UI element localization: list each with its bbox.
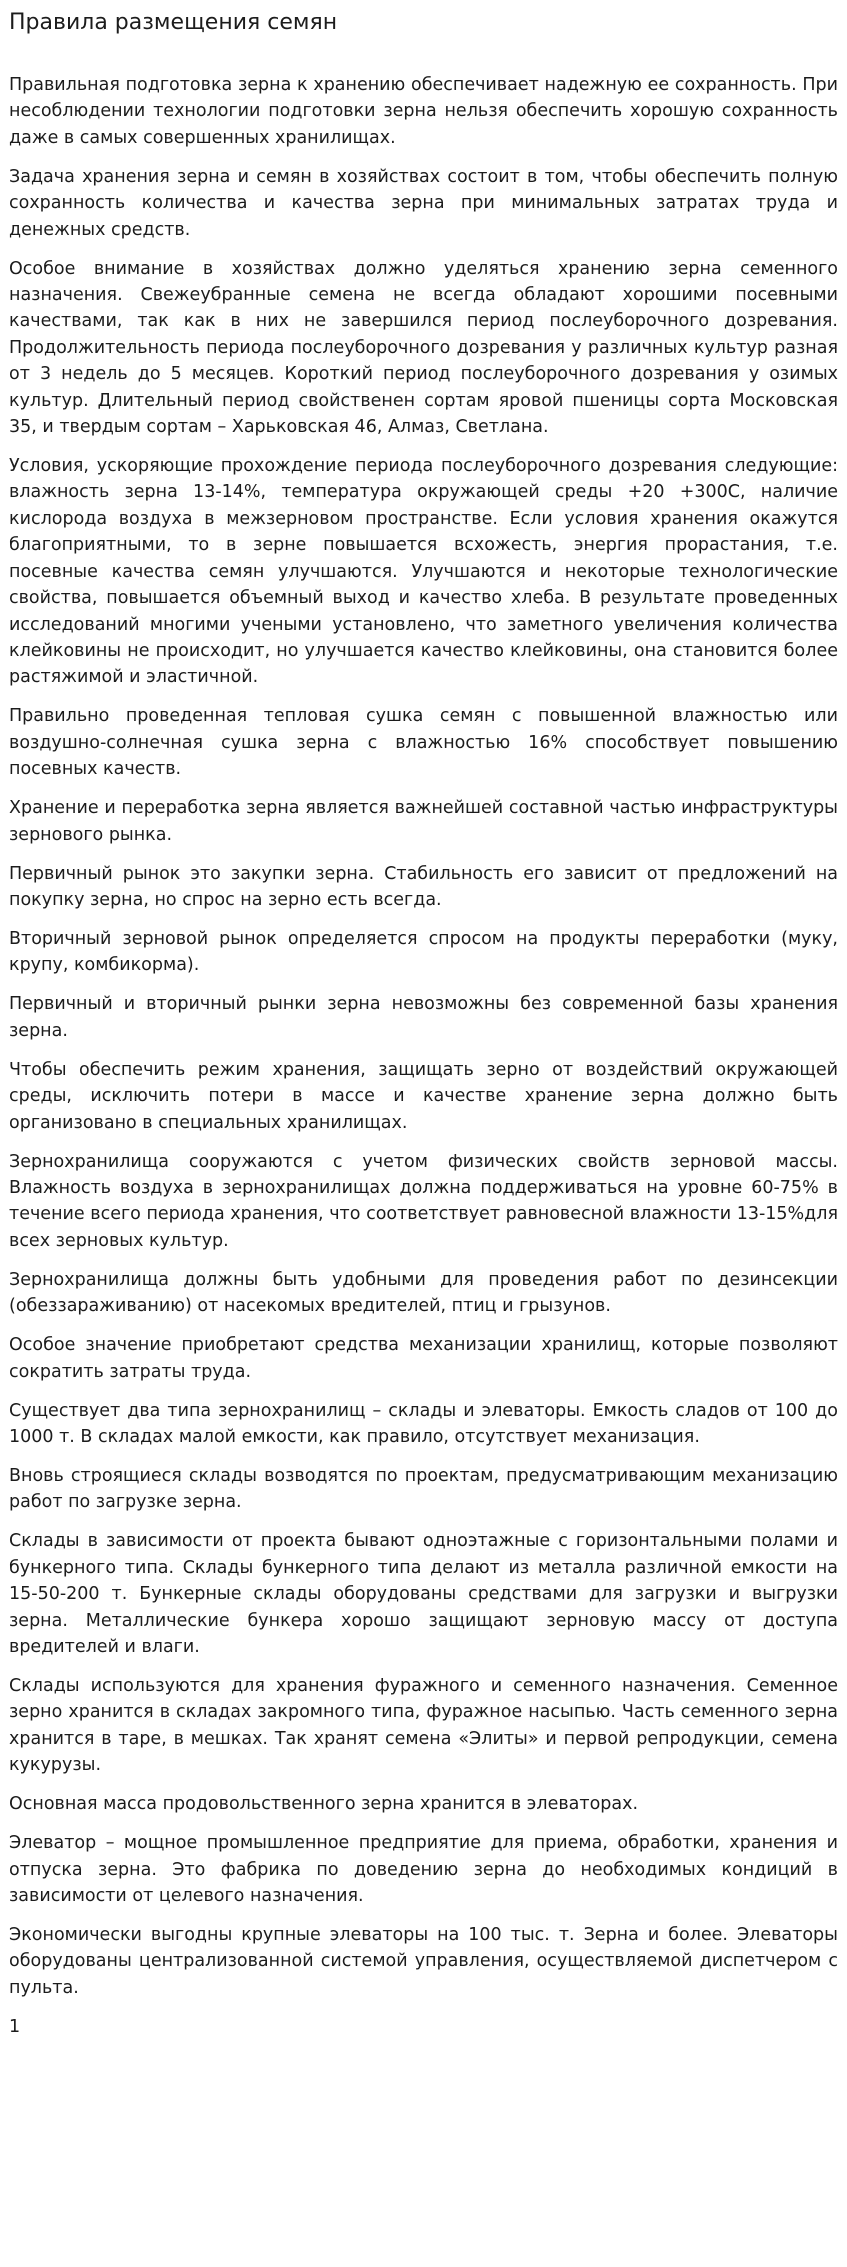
paragraph: Склады в зависимости от проекта бывают одноэтажные с горизонтальными полами и бункерного типа. Склады бункерного типа делают из металла различной емкости на 15-50-200 т. Бункерные склады оборудованы средствами для загрузки и выгрузки зерна. Металлические бункера хорошо защищают зерновую массу от доступа вредителей и влаги. [9,1531,838,1658]
paragraph: Чтобы обеспечить режим хранения, защищать зерно от воздействий окружающей среды, исключить потери в массе и качестве хранение зерна должно быть организовано в специальных хранилищах. [9,1059,838,1133]
paragraph: Хранение и переработка зерна является важнейшей составной частью инфраструктуры зернового рынка. [9,798,838,845]
paragraph: Существует два типа зернохранилищ – склады и элеваторы. Емкость сладов от 100 до 1000 т. В складах малой емкости, как правило, отсутствует механизация. [9,1400,838,1447]
paragraph: Первичный и вторичный рынки зерна невозможны без современной базы хранения зерна. [9,994,838,1041]
paragraph: Особое значение приобретают средства механизации хранилищ, которые позволяют сократить затраты труда. [9,1335,838,1382]
page-number: 1 [9,2016,21,2037]
paragraph: Элеватор – мощное промышленное предприятие для приема, обработки, хранения и отпуска зерна. Это фабрика по доведению зерна до необходимых кондиций в зависимости от целевого назначения. [9,1833,838,1907]
paragraph: Зернохранилища сооружаются с учетом физических свойств зерновой массы. Влажность воздуха в зернохранилищах должна поддерживаться на уровне 60-75% в течение всего периода хранения, что соответствует равновесной влажности 13-15%для всех зерновых культур. [9,1151,838,1251]
paragraph: Вторичный зерновой рынок определяется спросом на продукты переработки (муку, крупу, комбикорма). [9,928,838,976]
paragraph: Склады используются для хранения фуражного и семенного назначения. Семенное зерно хранится в складах закромного типа, фуражное насыпью. Часть семенного зерна хранится в таре, в мешках. Так хранят семена «Элиты» и первой репродукции, семена кукурузы. [9,1676,838,1776]
paragraph: Задача хранения зерна и семян в хозяйствах состоит в том, чтобы обеспечить полную сохранность количества и качества зерна при минимальных затратах труда и денежных средств. [9,166,838,240]
paragraph: Экономически выгодны крупные элеваторы на 100 тыс. т. Зерна и более. Элеваторы оборудованы централизованной системой управления, осуществляемой диспетчером с пульта. [9,1925,838,1998]
paragraph: Первичный рынок это закупки зерна. Стабильность его зависит от предложений на покупку зерна, но спрос на зерно есть всегда. [9,863,838,910]
paragraph: Зернохранилища должны быть удобными для проведения работ по дезинсекции (обеззараживанию) от насекомых вредителей, птиц и грызунов. [9,1269,838,1317]
paragraph: Условия, ускоряющие прохождение периода послеуборочного дозревания следующие: влажность зерна 13-14%, температура окружающей среды +20 +300С, наличие кислорода воздуха в межзерновом пространстве. Если условия хранения окажутся благоприятными, то в зерне повышается всхожесть, энергия прорастания, т.е. посевные качества семян улучшаются. Улучшаются и некоторые технологические свойства, повышается объемный выход и качество хлеба. В результате проведенных исследований многими учеными установлено, что заметного увеличения количества клейковины не происходит, но улучшается качество клейковины, она становится более растяжимой и эластичной. [9,456,838,688]
paragraph: Правильно проведенная тепловая сушка семян с повышенной влажностью или воздушно-солнечная сушка зерна с влажностью 16% способствует повышению посевных качеств. [9,706,838,780]
document-body [9,72,838,2001]
paragraph: Особое внимание в хозяйствах должно уделяться хранению зерна семенного назначения. Свежеубранные семена не всегда обладают хорошими посевными качествами, так как в них не завершился период послеуборочного дозревания. Продолжительность периода послеуборочного дозревания у различных культур разная от 3 недель до 5 месяцев. Короткий период послеуборочного дозревания у озимых культур. Длительный период свойственен сортам яровой пшеницы сорта Московская 35, и твердым сортам – Харьковская 46, Алмаз, Светлана. [9,258,838,438]
paragraph: Основная масса продовольственного зерна хранится в элеваторах. [9,1794,639,1815]
document-title: Правила размещения семян [9,10,338,35]
paragraph: Вновь строящиеся склады возводятся по проектам, предусматривающим механизацию работ по загрузке зерна. [9,1466,838,1513]
paragraph: Правильная подготовка зерна к хранению обеспечивает надежную ее сохранность. При несоблюдении технологии подготовки зерна нельзя обеспечить хорошую сохранность даже в самых совершенных хранилищах. [9,75,838,148]
